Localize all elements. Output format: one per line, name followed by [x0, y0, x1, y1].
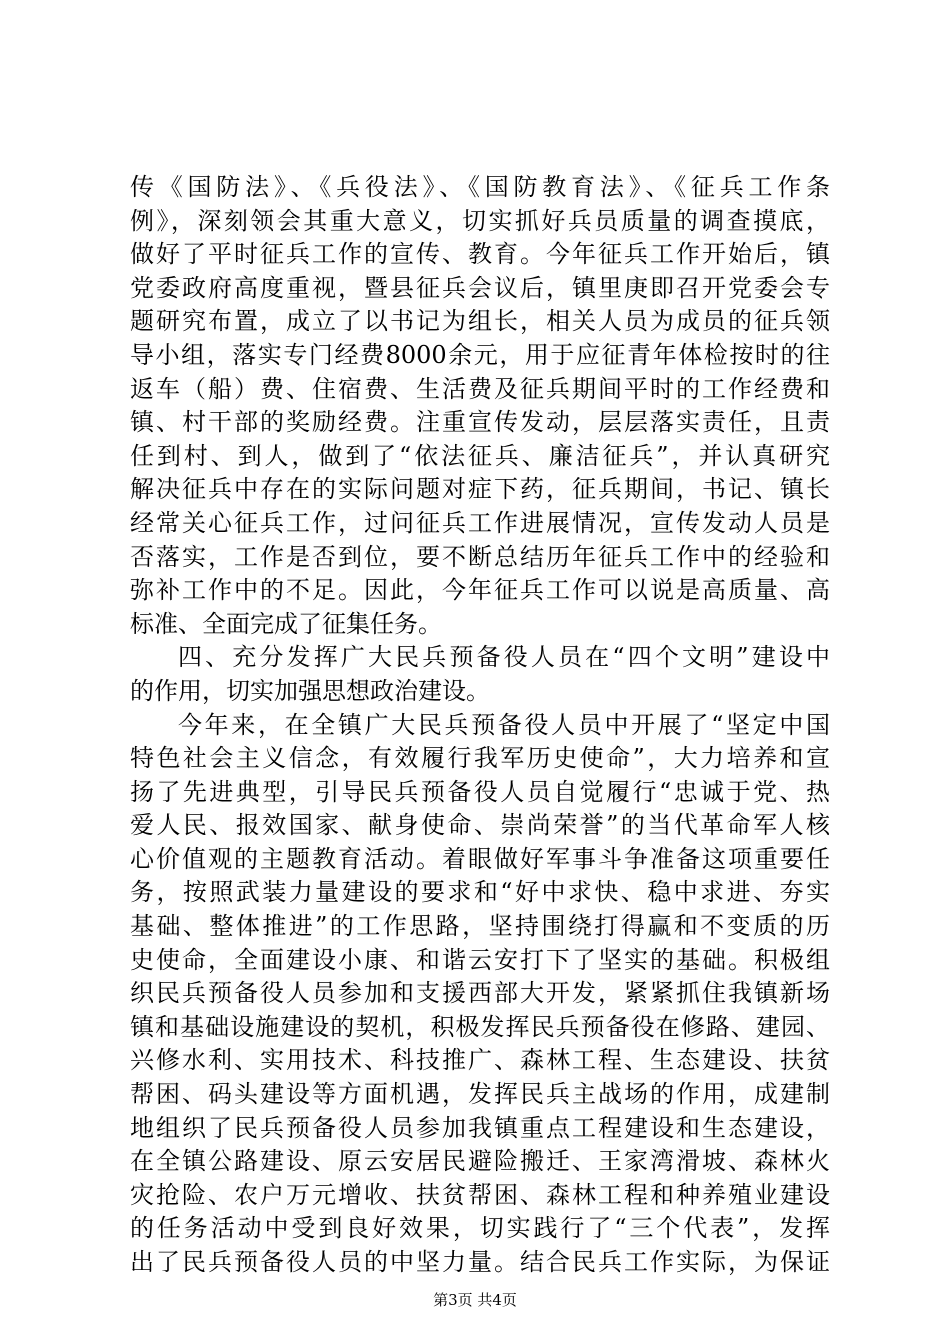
- text-line: 的任务活动中受到良好效果，切实践行了“三个代表”，发挥: [130, 1214, 830, 1243]
- text-line: 心价值观的主题教育活动。着眼做好军事斗争准备这项重要任: [130, 844, 830, 873]
- text-line: 返车（船）费、住宿费、生活费及征兵期间平时的工作经费和: [130, 374, 830, 403]
- text-line: 地组织了民兵预备役人员参加我镇重点工程建设和生态建设，: [130, 1113, 830, 1142]
- text-line: 史使命，全面建设小康、和谐云安打下了坚实的基础。积极组: [130, 945, 830, 974]
- text-line: 扬了先进典型，引导民兵预备役人员自觉履行“忠诚于党、热: [130, 777, 830, 806]
- text-line: 例》，深刻领会其重大意义，切实抓好兵员质量的调查摸底，: [130, 206, 830, 235]
- text-line: 织民兵预备役人员参加和支援西部大开发，紧紧抓住我镇新场: [130, 979, 830, 1008]
- text-line: 做好了平时征兵工作的宣传、教育。今年征兵工作开始后，镇: [130, 240, 830, 269]
- document-body: [130, 171, 830, 1280]
- text-line: 帮困、码头建设等方面机遇，发挥民兵主战场的作用，成建制: [130, 1080, 830, 1109]
- text-line: 的作用，切实加强思想政治建设。: [130, 676, 490, 705]
- text-line: 否落实，工作是否到位，要不断总结历年征兵工作中的经验和: [130, 542, 830, 571]
- text-line: 党委政府高度重视，暨县征兵会议后，镇里庚即召开党委会专: [130, 273, 830, 302]
- text-line: 基础、整体推进”的工作思路，坚持围绕打得赢和不变质的历: [130, 912, 830, 941]
- text-line: 导小组，落实专门经费8000余元，用于应征青年体检按时的往: [130, 340, 830, 369]
- text-line: 解决征兵中存在的实际问题对症下药，征兵期间，书记、镇长: [130, 475, 830, 504]
- text-line: 弥补工作中的不足。因此，今年征兵工作可以说是高质量、高: [130, 576, 830, 605]
- text-line: 灾抢险、农户万元增收、扶贫帮困、森林工程和种养殖业建设: [130, 1180, 830, 1209]
- text-line: 经常关心征兵工作，过问征兵工作进展情况，宣传发动人员是: [130, 508, 830, 537]
- text-line: 特色社会主义信念，有效履行我军历史使命”，大力培养和宣: [130, 744, 830, 773]
- text-line: 四、充分发挥广大民兵预备役人员在“四个文明”建设中: [178, 643, 830, 672]
- text-line: 兴修水利、实用技术、科技推广、森林工程、生态建设、扶贫: [130, 1046, 830, 1075]
- text-line: 任到村、到人，做到了“依法征兵、廉洁征兵”，并认真研究: [130, 441, 830, 470]
- text-line: 题研究布置，成立了以书记为组长，相关人员为成员的征兵领: [130, 307, 830, 336]
- text-line: 在全镇公路建设、原云安居民避险搬迁、王家湾滑坡、森林火: [130, 1147, 830, 1176]
- text-line: 传《国防法》、《兵役法》、《国防教育法》、《征兵工作条: [130, 173, 830, 201]
- text-line: 标准、全面完成了征集任务。: [130, 609, 442, 638]
- text-line: 今年来，在全镇广大民兵预备役人员中开展了“坚定中国: [178, 710, 830, 739]
- text-line: 务，按照武装力量建设的要求和“好中求快、稳中求进、夯实: [130, 878, 830, 907]
- text-line: 爱人民、报效国家、献身使命、崇尚荣誉”的当代革命军人核: [130, 811, 830, 840]
- page-footer: 第3页 共4页: [433, 1291, 517, 1309]
- text-line: 出了民兵预备役人员的中坚力量。结合民兵工作实际，为保证: [130, 1248, 830, 1276]
- text-line: 镇和基础设施建设的契机，积极发挥民兵预备役在修路、建园、: [130, 1012, 830, 1041]
- text-line: 镇、村干部的奖励经费。注重宣传发动，层层落实责任，且责: [130, 408, 830, 437]
